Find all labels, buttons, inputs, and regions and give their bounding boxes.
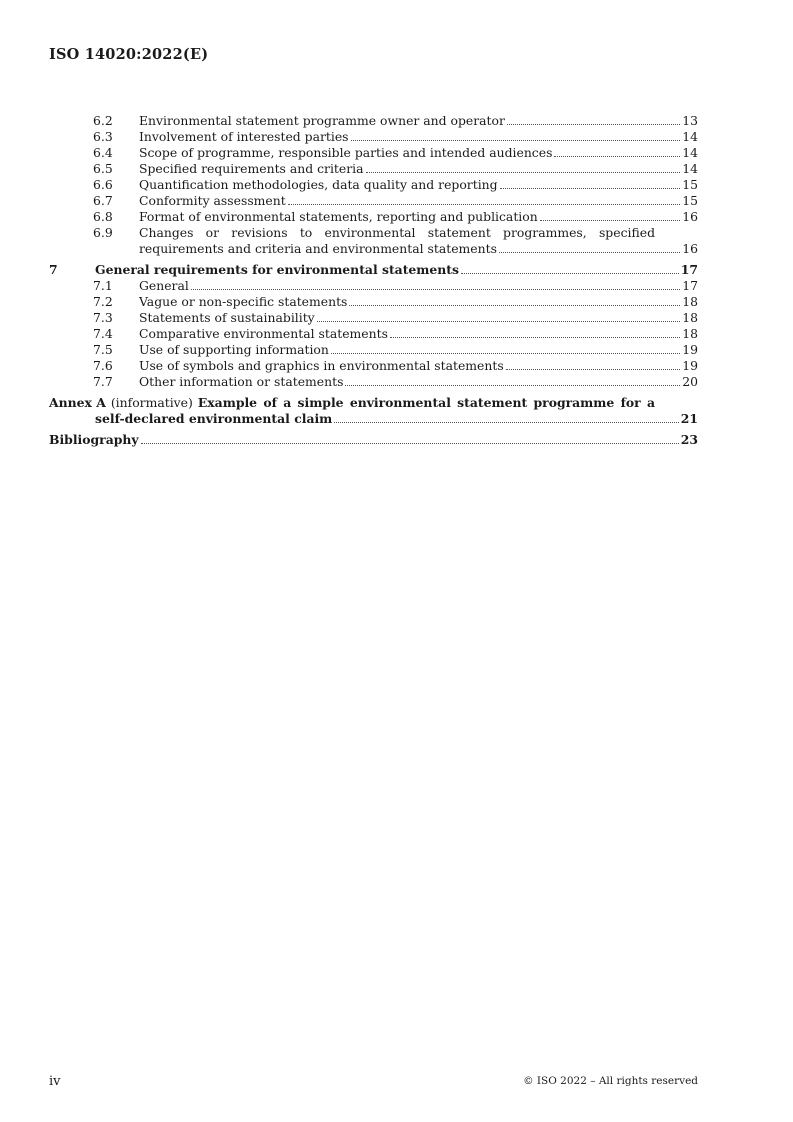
toc-annex-a-line2: [49, 411, 698, 427]
toc-entry-page: 20: [682, 374, 698, 389]
dot-leader: [317, 321, 681, 322]
toc-entry-6-4[interactable]: [49, 145, 698, 161]
toc-entry-page: 16: [682, 209, 698, 224]
toc-entry-title-line2: requirements and criteria and environmental statements: [139, 241, 497, 256]
annex-qualifier: (informative): [110, 395, 193, 410]
toc-entry-number: 6.4: [93, 145, 113, 160]
toc-entry-title-line1: Changes or revisions to environmental statement programmes, specified: [139, 225, 655, 240]
dot-leader: [554, 156, 680, 157]
toc-entry-number: 7.6: [93, 358, 113, 373]
table-of-contents: [49, 113, 698, 448]
toc-entry-page: 14: [682, 145, 698, 160]
toc-entry-6-9-line1: [49, 225, 698, 241]
toc-entry-number: 6.7: [93, 193, 113, 208]
toc-entry-page: 19: [682, 342, 698, 357]
section-7-entries: [49, 278, 698, 390]
toc-entry-6-2[interactable]: [49, 113, 698, 129]
toc-entry-title: Format of environmental statements, reporting and publication: [139, 209, 538, 224]
toc-entry-page: 17: [682, 278, 698, 293]
toc-entry-title: Vague or non-specific statements: [139, 294, 348, 309]
toc-entry-6-8[interactable]: [49, 209, 698, 225]
toc-entry-title: Statements of sustainability: [139, 310, 315, 325]
toc-entry-6-7[interactable]: [49, 193, 698, 209]
dot-leader: [331, 353, 680, 354]
toc-entry-7-6[interactable]: [49, 358, 698, 374]
dot-leader: [500, 188, 681, 189]
toc-entry-number: 7.2: [93, 294, 113, 309]
toc-entry-page: 15: [682, 193, 698, 208]
section-6-entries: [49, 113, 698, 257]
toc-entry-7-1[interactable]: [49, 278, 698, 294]
toc-entry-page: 18: [682, 310, 698, 325]
annex-page: 21: [680, 411, 698, 426]
dot-leader: [141, 443, 679, 444]
bibliography-title: Bibliography: [49, 432, 139, 447]
toc-entry-6-9[interactable]: [49, 225, 698, 257]
toc-entry-title: Environmental statement programme owner and operator: [139, 113, 505, 128]
dot-leader: [334, 422, 678, 423]
toc-entry-number: 6.6: [93, 177, 113, 192]
document-id-header: ISO 14020:2022(E): [49, 46, 209, 63]
toc-entry-page: 16: [682, 241, 698, 256]
dot-leader: [461, 273, 679, 274]
toc-entry-title: Specified requirements and criteria: [139, 161, 364, 176]
dot-leader: [288, 204, 681, 205]
toc-clause-7[interactable]: [49, 262, 698, 278]
toc-entry-6-6[interactable]: [49, 177, 698, 193]
toc-entry-title: Comparative environmental statements: [139, 326, 388, 341]
page-number: iv: [49, 1074, 61, 1089]
toc-entry-7-3[interactable]: [49, 310, 698, 326]
toc-entry-number: 7.3: [93, 310, 113, 325]
toc-entry-title: General: [139, 278, 189, 293]
toc-entry-number: 7.4: [93, 326, 113, 341]
toc-clause-title: General requirements for environmental statements: [95, 262, 459, 277]
toc-entry-title: Use of supporting information: [139, 342, 329, 357]
dot-leader: [506, 369, 681, 370]
dot-leader: [540, 220, 681, 221]
dot-leader: [345, 385, 680, 386]
toc-entry-6-9-line2: [49, 241, 698, 257]
toc-entry-title: Conformity assessment: [139, 193, 286, 208]
toc-entry-6-5[interactable]: [49, 161, 698, 177]
toc-entry-title: Quantification methodologies, data quality and reporting: [139, 177, 498, 192]
toc-entry-6-3[interactable]: [49, 129, 698, 145]
toc-entry-number: 6.2: [93, 113, 113, 128]
toc-entry-title: Scope of programme, responsible parties and intended audiences: [139, 145, 553, 160]
copyright-notice: © ISO 2022 – All rights reserved: [523, 1075, 698, 1087]
toc-entry-page: 13: [682, 113, 698, 128]
dot-leader: [366, 172, 681, 173]
toc-entry-number: 6.8: [93, 209, 113, 224]
toc-entry-7-2[interactable]: [49, 294, 698, 310]
toc-entry-page: 18: [682, 294, 698, 309]
toc-entry-number: 7.1: [93, 278, 113, 293]
dot-leader: [191, 289, 680, 290]
toc-entry-7-7[interactable]: [49, 374, 698, 390]
toc-entry-number: 6.9: [93, 225, 113, 240]
dot-leader: [507, 124, 680, 125]
toc-entry-page: 19: [682, 358, 698, 373]
toc-entry-7-5[interactable]: [49, 342, 698, 358]
dot-leader: [351, 140, 681, 141]
annex-title-line1: Example of a simple environmental statement programme for a: [197, 395, 655, 410]
toc-entry-7-4[interactable]: [49, 326, 698, 342]
dot-leader: [499, 252, 680, 253]
annex-label: Annex A: [49, 395, 106, 410]
toc-bibliography[interactable]: [49, 432, 698, 448]
dot-leader: [349, 305, 680, 306]
toc-entry-number: 7.7: [93, 374, 113, 389]
toc-clause-number: 7: [49, 262, 58, 277]
dot-leader: [390, 337, 680, 338]
toc-entry-page: 14: [682, 129, 698, 144]
toc-entry-number: 6.3: [93, 129, 113, 144]
toc-annex-a-line1: [49, 395, 698, 411]
toc-entry-title: Other information or statements: [139, 374, 344, 389]
toc-entry-title: Involvement of interested parties: [139, 129, 349, 144]
bibliography-page: 23: [680, 432, 698, 447]
toc-entry-page: 14: [682, 161, 698, 176]
annex-title-line2: self-declared environmental claim: [95, 411, 333, 426]
toc-entry-number: 6.5: [93, 161, 113, 176]
toc-entry-page: 15: [682, 177, 698, 192]
toc-clause-page: 17: [680, 262, 698, 277]
toc-entry-title: Use of symbols and graphics in environmental statements: [139, 358, 504, 373]
toc-annex-a[interactable]: [49, 395, 698, 427]
toc-entry-number: 7.5: [93, 342, 113, 357]
toc-entry-page: 18: [682, 326, 698, 341]
